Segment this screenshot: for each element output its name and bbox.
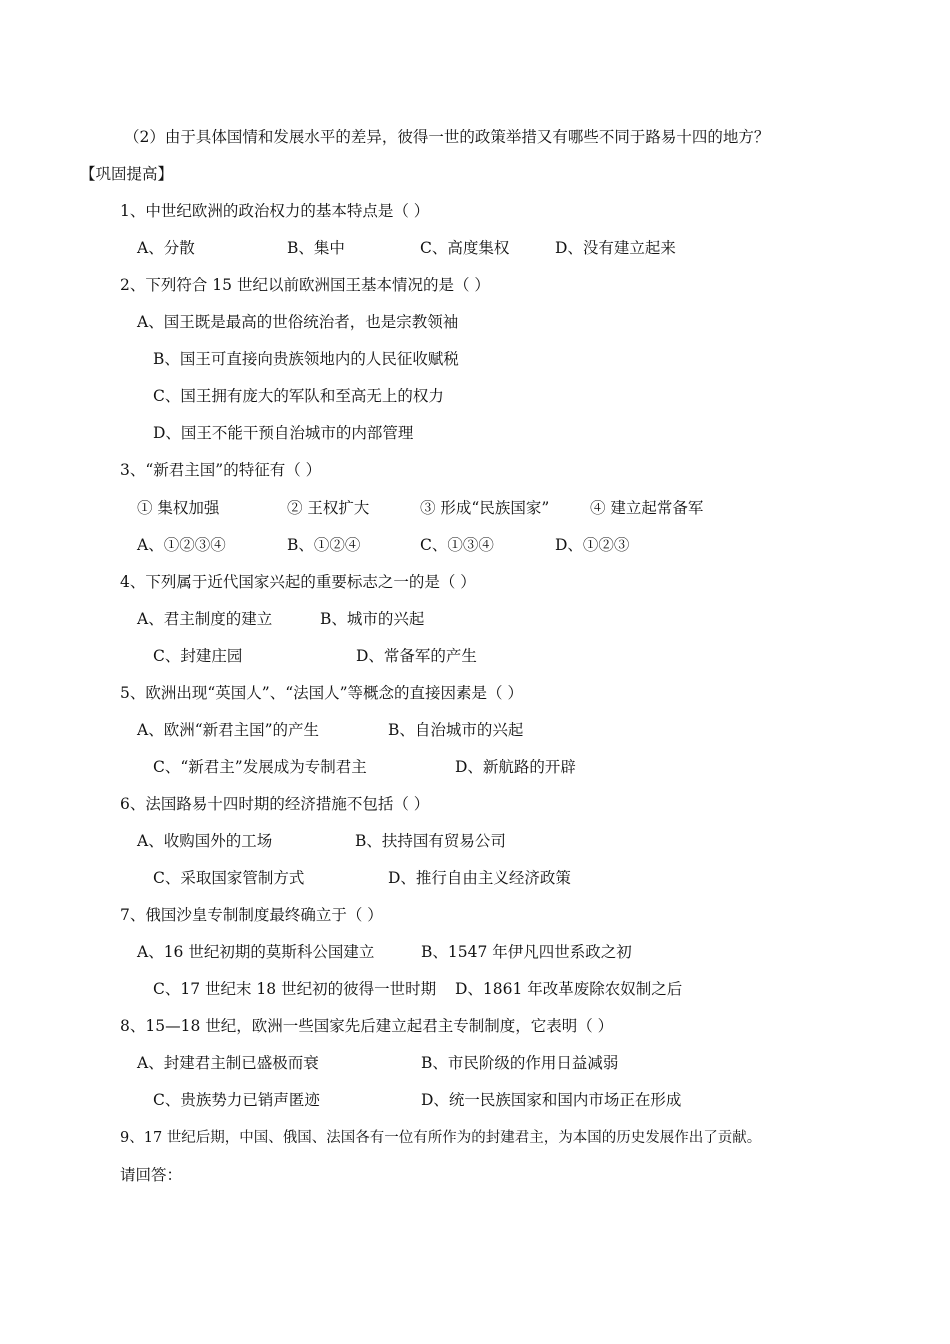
q2-option-b[interactable]: B、国王可直接向贵族领地内的人民征收赋税 [153, 350, 459, 368]
q3-item-4: ④ 建立起常备军 [590, 499, 704, 517]
q1-option-a[interactable]: A、分散 [137, 239, 195, 257]
q6-option-d[interactable]: D、推行自由主义经济政策 [388, 869, 571, 887]
q3-option-a[interactable]: A、①②③④ [137, 536, 226, 554]
q4-option-a[interactable]: A、君主制度的建立 [137, 610, 273, 628]
q7-stem: 7、俄国沙皇专制制度最终确立于（ ） [120, 906, 383, 924]
q3-item-3: ③ 形成“民族国家” [420, 499, 550, 517]
q5-option-b[interactable]: B、自治城市的兴起 [388, 721, 524, 739]
q6-option-c[interactable]: C、采取国家管制方式 [153, 869, 305, 887]
q3-item-1: ① 集权加强 [137, 499, 220, 517]
q7-option-d[interactable]: D、1861 年改革废除农奴制之后 [455, 980, 683, 998]
q3-option-c[interactable]: C、①③④ [420, 536, 494, 554]
q1-stem: 1、中世纪欧洲的政治权力的基本特点是（ ） [120, 202, 430, 220]
q3-option-b[interactable]: B、①②④ [287, 536, 361, 554]
q2-option-c[interactable]: C、国王拥有庞大的军队和至高无上的权力 [153, 387, 444, 405]
q8-option-a[interactable]: A、封建君主制已盛极而衰 [137, 1054, 319, 1072]
q2-option-a[interactable]: A、国王既是最高的世俗统治者，也是宗教领袖 [137, 313, 459, 331]
q4-option-b[interactable]: B、城市的兴起 [320, 610, 425, 628]
q7-option-c[interactable]: C、17 世纪末 18 世纪初的彼得一世时期 [153, 980, 437, 998]
q7-option-a[interactable]: A、16 世纪初期的莫斯科公国建立 [137, 943, 375, 961]
intro-question: （2）由于具体国情和发展水平的差异，彼得一世的政策举措又有哪些不同于路易十四的地方？ [124, 128, 770, 146]
q8-option-b[interactable]: B、市民阶级的作用日益减弱 [421, 1054, 619, 1072]
q8-stem: 8、15—18 世纪，欧洲一些国家先后建立起君主专制制度，它表明（ ） [120, 1017, 614, 1035]
q5-option-c[interactable]: C、“新君主”发展成为专制君主 [153, 758, 367, 776]
q3-stem: 3、“新君主国”的特征有（ ） [120, 461, 322, 479]
q6-option-a[interactable]: A、收购国外的工场 [137, 832, 273, 850]
q5-option-d[interactable]: D、新航路的开辟 [455, 758, 576, 776]
q6-stem: 6、法国路易十四时期的经济措施不包括（ ） [120, 795, 430, 813]
q2-stem: 2、下列符合 15 世纪以前欧洲国王基本情况的是（ ） [120, 276, 490, 294]
q3-item-2: ② 王权扩大 [287, 499, 370, 517]
q9-stem: 9、17 世纪后期，中国、俄国、法国各有一位有所作为的封建君主，为本国的历史发展作出了贡献。 [120, 1130, 762, 1146]
q5-stem: 5、欧洲出现“英国人”、“法国人”等概念的直接因素是（ ） [120, 684, 523, 702]
section-title: 【巩固提高】 [80, 165, 174, 183]
q6-option-b[interactable]: B、扶持国有贸易公司 [355, 832, 506, 850]
q1-option-b[interactable]: B、集中 [287, 239, 345, 257]
q1-option-c[interactable]: C、高度集权 [420, 239, 510, 257]
q7-option-b[interactable]: B、1547 年伊凡四世系政之初 [421, 943, 632, 961]
q5-option-a[interactable]: A、欧洲“新君主国”的产生 [137, 721, 320, 739]
q4-option-c[interactable]: C、封建庄园 [153, 647, 243, 665]
q4-option-d[interactable]: D、常备军的产生 [356, 647, 477, 665]
q8-option-c[interactable]: C、贵族势力已销声匿迹 [153, 1091, 320, 1109]
q1-option-d[interactable]: D、没有建立起来 [555, 239, 676, 257]
q4-stem: 4、下列属于近代国家兴起的重要标志之一的是（ ） [120, 573, 476, 591]
q2-option-d[interactable]: D、国王不能干预自治城市的内部管理 [153, 424, 414, 442]
q3-option-d[interactable]: D、①②③ [555, 536, 630, 554]
q8-option-d[interactable]: D、统一民族国家和国内市场正在形成 [421, 1091, 682, 1109]
q9-prompt: 请回答： [120, 1166, 183, 1184]
